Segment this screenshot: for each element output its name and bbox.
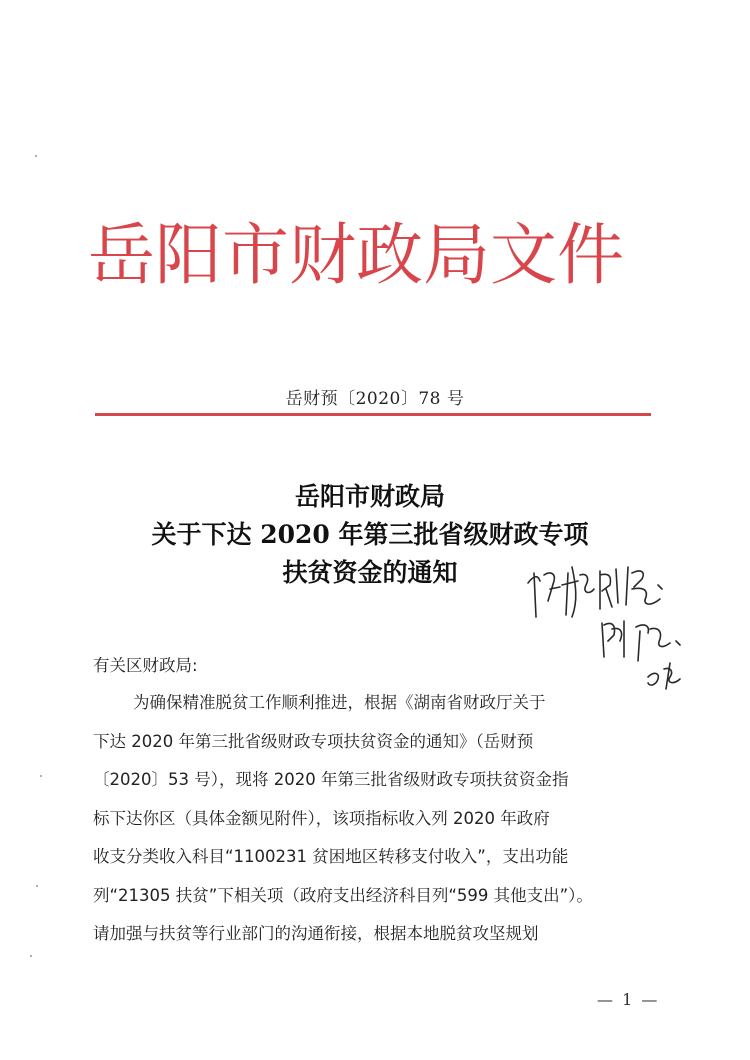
- document-number: 岳财预〔2020〕78 号: [285, 389, 465, 409]
- notice-title-line-1: 岳阳市财政局: [294, 482, 445, 511]
- body-paragraph: [93, 684, 653, 954]
- page-number: — 1 —: [597, 990, 660, 1009]
- body-line: 标下达你区（具体金额见附件），该项指标收入列 2020 年政府: [93, 808, 550, 828]
- notice-title-line-2: 关于下达 2020 年第三批省级财政专项: [151, 520, 589, 549]
- handwritten-signature: [520, 545, 730, 695]
- body-line: 列“21305 扶贫”下相关项（政府支出经济科目列“599 其他支出”）。: [93, 885, 593, 905]
- salutation: 有关区财政局:: [93, 656, 198, 675]
- issuer-header-title: 岳阳市财政局文件: [88, 216, 624, 294]
- body-line: 〔2020〕53 号），现将 2020 年第三批省级财政专项扶贫资金指: [93, 770, 569, 789]
- body-line: 请加强与扶贫等行业部门的沟通衔接，根据本地脱贫攻坚规划: [93, 924, 539, 943]
- notice-title-line-3: 扶贫资金的通知: [282, 558, 458, 587]
- body-line: 收支分类收入科目“1100231 贫困地区转移支付收入”，支出功能: [93, 847, 569, 866]
- body-line: 下达 2020 年第三批省级财政专项扶贫资金的通知》（岳财预: [93, 731, 534, 751]
- body-line: 为确保精准脱贫工作顺利推进，根据《湖南省财政厅关于: [133, 693, 546, 712]
- red-divider-line: [95, 413, 651, 416]
